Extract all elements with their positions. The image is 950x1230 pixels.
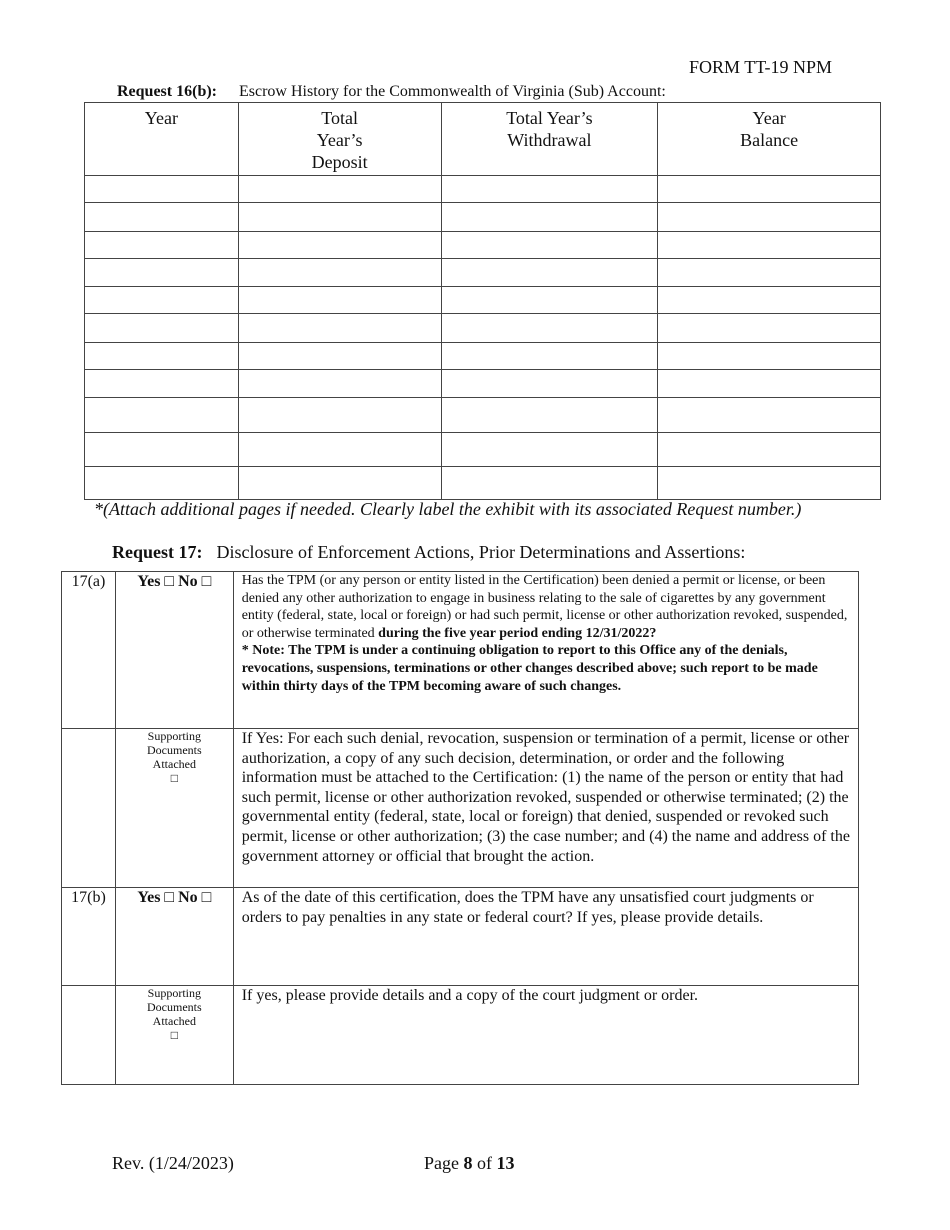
escrow-cell-withdrawal[interactable] (441, 343, 658, 370)
escrow-cell-balance[interactable] (658, 259, 881, 287)
yes-label: Yes (137, 889, 161, 906)
escrow-cell-balance[interactable] (658, 232, 881, 259)
escrow-cell-withdrawal[interactable] (441, 203, 658, 232)
footer-revision: Rev. (1/24/2023) (112, 1153, 234, 1173)
escrow-row (85, 232, 881, 259)
escrow-cell-deposit[interactable] (238, 259, 441, 287)
item-17b-yes-no (115, 888, 233, 986)
item-17a-note: * Note: The TPM is under a continuing obligation to report to this Office any of the denials, revocations, suspensions, terminations or other changes described above; such report to be made within thirty days of the TPM becoming aware of such changes. (241, 643, 818, 694)
escrow-cell-deposit[interactable] (238, 176, 441, 203)
escrow-cell-deposit[interactable] (238, 398, 441, 433)
request-17-heading (112, 542, 745, 563)
escrow-cell-year[interactable] (85, 176, 239, 203)
col-year-header: Year (85, 103, 239, 176)
escrow-cell-balance[interactable] (658, 314, 881, 343)
escrow-cell-balance[interactable] (658, 287, 881, 314)
item-17a-supporting-docs: Supporting Documents Attached □ (115, 729, 233, 888)
request-17-title: Disclosure of Enforcement Actions, Prior Determinations and Assertions: (216, 542, 746, 562)
escrow-cell-deposit[interactable] (238, 314, 441, 343)
escrow-cell-balance[interactable] (658, 370, 881, 398)
row-17a-details (62, 729, 859, 888)
escrow-row (85, 343, 881, 370)
escrow-cell-year[interactable] (85, 398, 239, 433)
escrow-cell-balance[interactable] (658, 433, 881, 467)
escrow-row (85, 467, 881, 500)
escrow-row (85, 203, 881, 232)
request-17-label: Request 17: (112, 542, 203, 562)
escrow-cell-deposit[interactable] (238, 433, 441, 467)
escrow-header-row (85, 103, 881, 176)
escrow-row (85, 370, 881, 398)
escrow-cell-balance[interactable] (658, 398, 881, 433)
escrow-cell-year[interactable] (85, 370, 239, 398)
escrow-cell-deposit[interactable] (238, 467, 441, 500)
yes-checkbox[interactable]: □ (164, 889, 175, 906)
disclosure-table (61, 571, 859, 1085)
escrow-cell-balance[interactable] (658, 203, 881, 232)
request-16b-title: Escrow History for the Commonwealth of Virginia (Sub) Account: (239, 83, 666, 100)
escrow-cell-year[interactable] (85, 287, 239, 314)
escrow-cell-year[interactable] (85, 259, 239, 287)
item-17a-details: If Yes: For each such denial, revocation, suspension or termination of a permit, license or other authorization, a copy of any such decision, determination, or order and the following information must be attached to the Certification: (1) the name of the person or entity that had such permit, license or other authorization revoked, suspended or otherwise terminated; (2) the governmental entity (federal, state, local or foreign) that denied, suspended or revoked such permit, license or other authorization; (3) the case number; and (4) the name and address of the government attorney or official that brought the action. (233, 729, 858, 888)
escrow-cell-balance[interactable] (658, 467, 881, 500)
escrow-cell-withdrawal[interactable] (441, 398, 658, 433)
item-17b-supporting-docs: Supporting Documents Attached □ (115, 986, 233, 1085)
escrow-row (85, 433, 881, 467)
escrow-row (85, 287, 881, 314)
yes-checkbox[interactable]: □ (164, 573, 175, 590)
row-17b-question (62, 888, 859, 986)
escrow-cell-year[interactable] (85, 314, 239, 343)
footer-page-number: Page 8 of 13 (424, 1153, 515, 1173)
escrow-cell-withdrawal[interactable] (441, 287, 658, 314)
escrow-cell-withdrawal[interactable] (441, 259, 658, 287)
escrow-cell-withdrawal[interactable] (441, 467, 658, 500)
escrow-cell-deposit[interactable] (238, 370, 441, 398)
no-checkbox[interactable]: □ (201, 573, 212, 590)
item-17a-number: 17(a) (62, 572, 116, 729)
escrow-cell-year[interactable] (85, 467, 239, 500)
escrow-cell-year[interactable] (85, 433, 239, 467)
escrow-row (85, 176, 881, 203)
item-17b-details: If yes, please provide details and a copy of the court judgment or order. (233, 986, 858, 1085)
supporting-docs-checkbox[interactable]: □ (170, 771, 178, 785)
escrow-cell-year[interactable] (85, 343, 239, 370)
request-16b-heading (117, 83, 666, 101)
no-label: No (178, 889, 198, 906)
escrow-cell-deposit[interactable] (238, 287, 441, 314)
escrow-cell-balance[interactable] (658, 176, 881, 203)
attach-note: *(Attach additional pages if needed. Clearly label the exhibit with its associated Request number.) (94, 499, 802, 519)
escrow-cell-withdrawal[interactable] (441, 232, 658, 259)
escrow-cell-deposit[interactable] (238, 203, 441, 232)
escrow-row (85, 398, 881, 433)
escrow-cell-withdrawal[interactable] (441, 176, 658, 203)
item-17b-question: As of the date of this certification, does the TPM have any unsatisfied court judgments or orders to pay penalties in any state or federal court? If yes, please provide details. (233, 888, 858, 986)
item-17a-question: Has the TPM (or any person or entity listed in the Certification) been denied a permit or license, or been denied any other authorization to engage in business relating to the sale of cigarettes by any government entity (federal, state, local or foreign) or had such permit, license or other authorization revoked, suspended, or otherwise terminated during the five year period ending 12/31/2022? * Note: The TPM is under a continuing obligation to report to this Office any of the denials, revocations, suspensions, terminations or other changes described above; such report to be made within thirty days of the TPM becoming aware of such changes. (233, 572, 858, 729)
escrow-row (85, 314, 881, 343)
escrow-cell-year[interactable] (85, 203, 239, 232)
item-17b-number: 17(b) (62, 888, 116, 986)
no-checkbox[interactable]: □ (201, 889, 212, 906)
col-withdrawal-header: Total Year’s Withdrawal (441, 103, 658, 176)
escrow-cell-withdrawal[interactable] (441, 370, 658, 398)
escrow-cell-balance[interactable] (658, 343, 881, 370)
escrow-cell-withdrawal[interactable] (441, 433, 658, 467)
col-deposit-header: Total Year’s Deposit (238, 103, 441, 176)
form-id: FORM TT-19 NPM (689, 57, 833, 77)
escrow-cell-deposit[interactable] (238, 343, 441, 370)
row-17b-details (62, 986, 859, 1085)
col-balance-header: Year Balance (658, 103, 881, 176)
escrow-cell-deposit[interactable] (238, 232, 441, 259)
escrow-cell-withdrawal[interactable] (441, 314, 658, 343)
escrow-cell-year[interactable] (85, 232, 239, 259)
row-17a-question (62, 572, 859, 729)
escrow-history-table (84, 102, 881, 500)
request-16b-label: Request 16(b): (117, 83, 217, 100)
item-17a-yes-no (115, 572, 233, 729)
supporting-docs-checkbox[interactable]: □ (170, 1028, 178, 1042)
no-label: No (178, 573, 198, 590)
escrow-row (85, 259, 881, 287)
yes-label: Yes (137, 573, 161, 590)
